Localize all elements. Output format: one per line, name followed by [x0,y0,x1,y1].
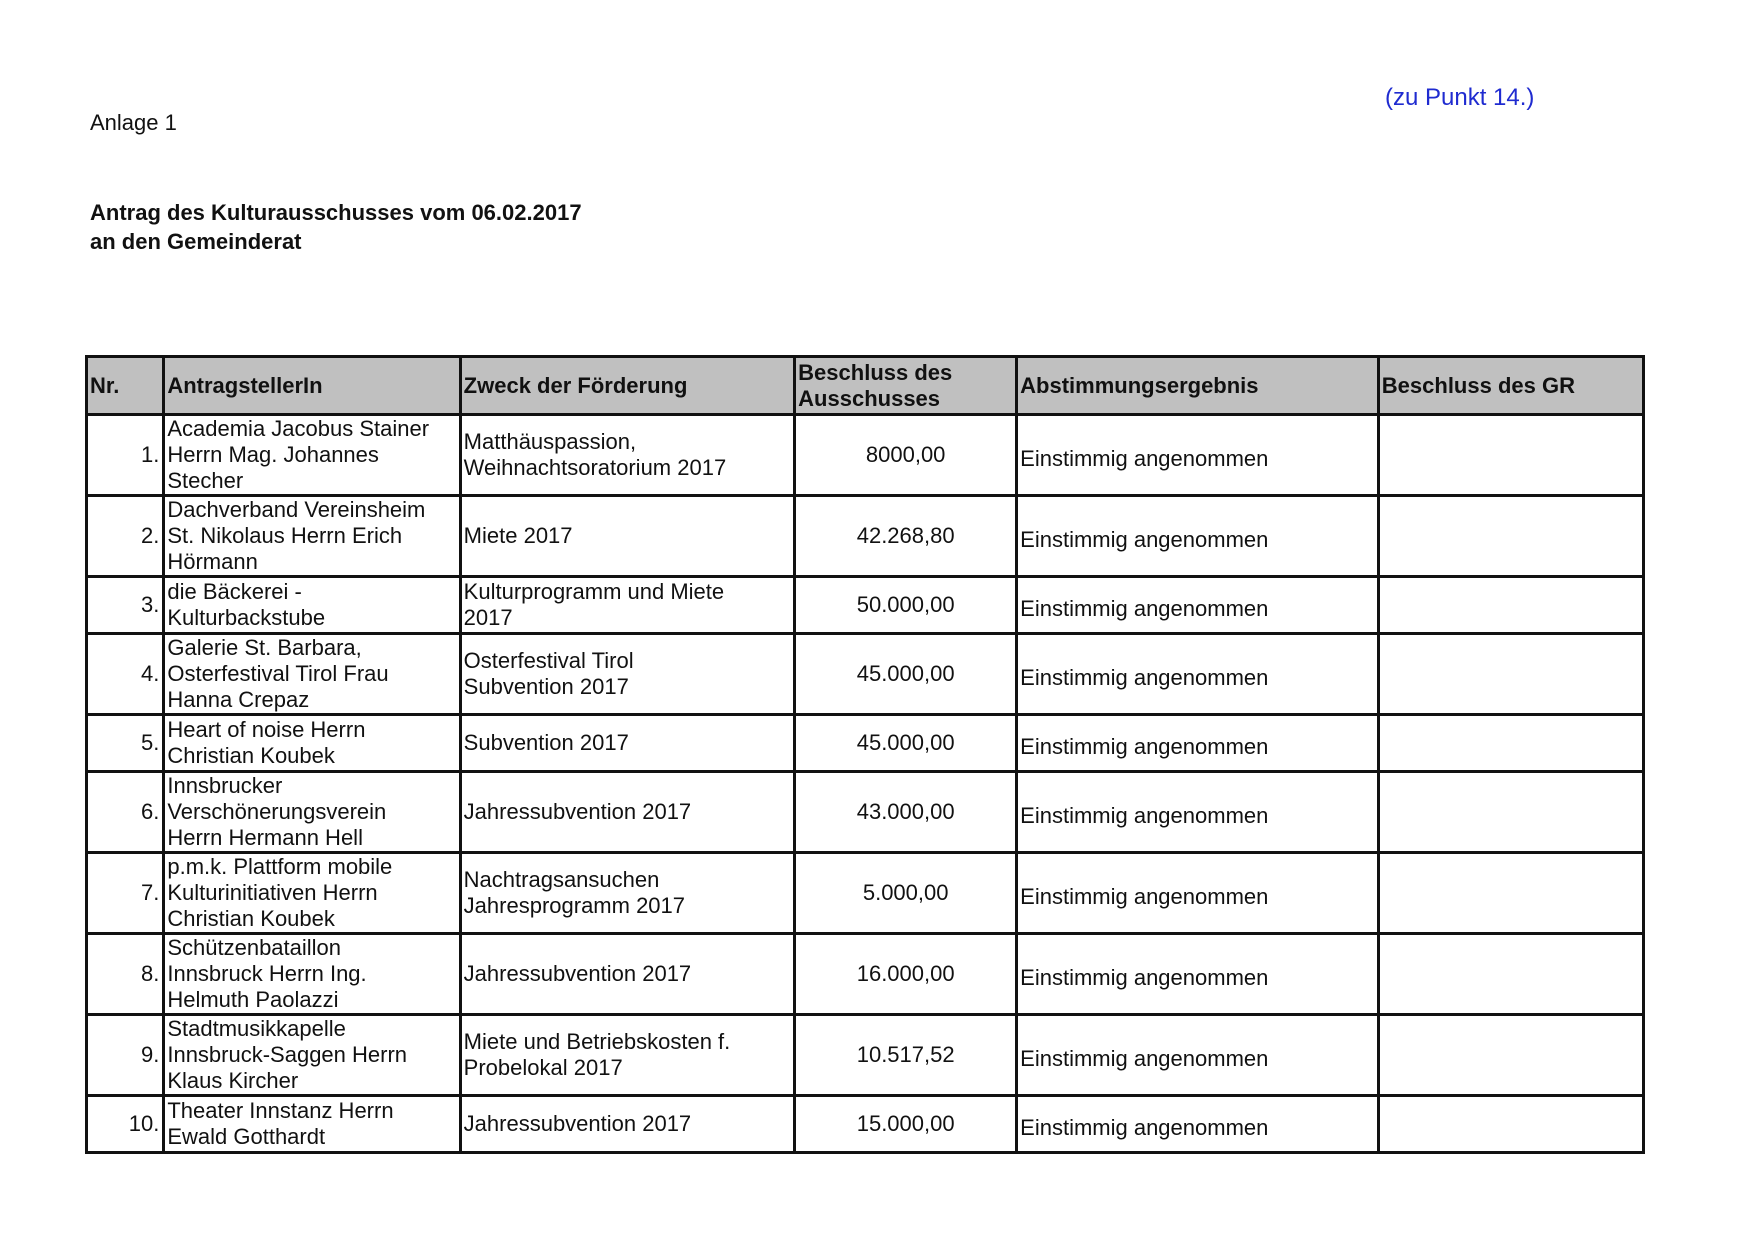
cell-beschluss-gr [1378,934,1643,1015]
antragsteller-line: Christian Koubek [167,743,335,768]
cell-antragsteller [164,715,460,772]
cell-abstimmung: Einstimmig angenommen [1017,934,1379,1015]
cell-abstimmung: Einstimmig angenommen [1017,496,1379,577]
antragsteller-line: Academia Jacobus Stainer [167,416,430,441]
col-header-beschluss-ausschuss [795,357,1017,415]
cell-abstimmung: Einstimmig angenommen [1017,1015,1379,1096]
document-title [90,198,582,256]
antragsteller-line: p.m.k. Plattform mobile [167,854,393,879]
antragsteller-line: Klaus Kircher [167,1068,299,1093]
col-header-antragsteller: AntragstellerIn [164,357,460,415]
cell-nr: 10. [87,1096,164,1153]
col-header-beschluss-ausschuss-line-2: Ausschusses [798,385,941,411]
cell-abstimmung: Einstimmig angenommen [1017,853,1379,934]
cell-nr: 1. [87,415,164,496]
cell-nr: 6. [87,772,164,853]
antragsteller-line: Theater Innstanz Herrn [167,1098,394,1123]
antragsteller-line: Hanna Crepaz [167,687,310,712]
cell-zweck [460,577,795,634]
cell-betrag: 42.268,80 [795,496,1017,577]
cell-betrag: 16.000,00 [795,934,1017,1015]
table-row [87,1096,1644,1153]
cell-antragsteller [164,1096,460,1153]
cell-beschluss-gr [1378,496,1643,577]
antragsteller-line: Innsbruck-Saggen Herrn [167,1042,408,1067]
zweck-line: Subvention 2017 [463,674,629,699]
cell-beschluss-gr [1378,772,1643,853]
cell-abstimmung: Einstimmig angenommen [1017,772,1379,853]
cell-abstimmung: Einstimmig angenommen [1017,1096,1379,1153]
cell-betrag: 45.000,00 [795,634,1017,715]
zweck-line: Osterfestival Tirol [463,648,634,673]
cell-zweck [460,496,795,577]
cell-abstimmung: Einstimmig angenommen [1017,715,1379,772]
antragsteller-line: Innsbrucker [167,773,283,798]
cell-nr: 3. [87,577,164,634]
cell-nr: 4. [87,634,164,715]
antragsteller-line: Schützenbataillon [167,935,342,960]
cell-betrag: 43.000,00 [795,772,1017,853]
cell-nr: 2. [87,496,164,577]
antragsteller-line: Ewald Gotthardt [167,1124,326,1149]
antragsteller-line: Herrn Hermann Hell [167,825,363,850]
cell-beschluss-gr [1378,853,1643,934]
zweck-line: Jahressubvention 2017 [463,1111,692,1136]
cell-abstimmung: Einstimmig angenommen [1017,415,1379,496]
table-row [87,577,1644,634]
cell-beschluss-gr [1378,1096,1643,1153]
table-row [87,415,1644,496]
zweck-line: Matthäuspassion, [463,429,637,454]
col-header-abstimmung: Abstimmungsergebnis [1017,357,1379,415]
antragsteller-line: Innsbruck Herrn Ing. [167,961,367,986]
cell-antragsteller [164,577,460,634]
cell-zweck [460,772,795,853]
cell-nr: 7. [87,853,164,934]
cell-beschluss-gr [1378,1015,1643,1096]
cell-nr: 5. [87,715,164,772]
cell-betrag: 5.000,00 [795,853,1017,934]
cell-zweck [460,853,795,934]
title-line-1: Antrag des Kulturausschusses vom 06.02.2017 [90,200,582,225]
antragsteller-line: Osterfestival Tirol Frau [167,661,389,686]
table-row [87,772,1644,853]
title-line-2: an den Gemeinderat [90,229,302,254]
cell-betrag: 8000,00 [795,415,1017,496]
col-header-zweck: Zweck der Förderung [460,357,795,415]
cell-zweck [460,415,795,496]
cell-betrag: 45.000,00 [795,715,1017,772]
cell-zweck [460,1096,795,1153]
antragsteller-line: Kulturinitiativen Herrn [167,880,378,905]
antragsteller-line: Heart of noise Herrn [167,717,366,742]
antragsteller-line: Kulturbackstube [167,605,326,630]
cell-betrag: 15.000,00 [795,1096,1017,1153]
table-row [87,496,1644,577]
zweck-line: 2017 [463,605,513,630]
cell-beschluss-gr [1378,577,1643,634]
antragsteller-line: Herrn Mag. Johannes [167,442,379,467]
agenda-item-reference: (zu Punkt 14.) [1385,84,1535,111]
cell-beschluss-gr [1378,634,1643,715]
zweck-line: Kulturprogramm und Miete [463,579,725,604]
antragsteller-line: Verschönerungsverein [167,799,387,824]
cell-antragsteller [164,853,460,934]
col-header-beschluss-ausschuss-line-1: Beschluss des [798,359,953,385]
antragsteller-line: Christian Koubek [167,906,335,931]
zweck-line: Jahresprogramm 2017 [463,893,686,918]
cell-zweck [460,1015,795,1096]
cell-antragsteller [164,496,460,577]
cell-beschluss-gr [1378,715,1643,772]
table-row [87,1015,1644,1096]
table-row [87,634,1644,715]
zweck-line: Miete und Betriebskosten f. [463,1029,731,1054]
attachment-label: Anlage 1 [90,110,177,135]
table-row [87,715,1644,772]
zweck-line: Probelokal 2017 [463,1055,623,1080]
cell-zweck [460,934,795,1015]
zweck-line: Nachtragsansuchen [463,867,660,892]
cell-zweck [460,634,795,715]
col-header-nr: Nr. [87,357,164,415]
zweck-line: Jahressubvention 2017 [463,961,692,986]
cell-antragsteller [164,415,460,496]
zweck-line: Subvention 2017 [463,730,629,755]
cell-beschluss-gr [1378,415,1643,496]
antragsteller-line: St. Nikolaus Herrn Erich [167,523,403,548]
antragsteller-line: Dachverband Vereinsheim [167,497,426,522]
cell-betrag: 50.000,00 [795,577,1017,634]
table-row [87,934,1644,1015]
cell-betrag: 10.517,52 [795,1015,1017,1096]
cell-antragsteller [164,634,460,715]
cell-nr: 9. [87,1015,164,1096]
cell-antragsteller [164,772,460,853]
antragsteller-line: Hörmann [167,549,258,574]
cell-zweck [460,715,795,772]
zweck-line: Jahressubvention 2017 [463,799,692,824]
col-header-beschluss-gr: Beschluss des GR [1378,357,1643,415]
cell-abstimmung: Einstimmig angenommen [1017,577,1379,634]
cell-antragsteller [164,934,460,1015]
cell-antragsteller [164,1015,460,1096]
funding-table [85,355,1645,1154]
cell-nr: 8. [87,934,164,1015]
antragsteller-line: Galerie St. Barbara, [167,635,362,660]
zweck-line: Miete 2017 [463,523,573,548]
antragsteller-line: Stadtmusikkapelle [167,1016,346,1041]
zweck-line: Weihnachtsoratorium 2017 [463,455,727,480]
antragsteller-line: Helmuth Paolazzi [167,987,339,1012]
table-header-row [87,357,1644,415]
table-row [87,853,1644,934]
antragsteller-line: Stecher [167,468,244,493]
antragsteller-line: die Bäckerei - [167,579,302,604]
cell-abstimmung: Einstimmig angenommen [1017,634,1379,715]
